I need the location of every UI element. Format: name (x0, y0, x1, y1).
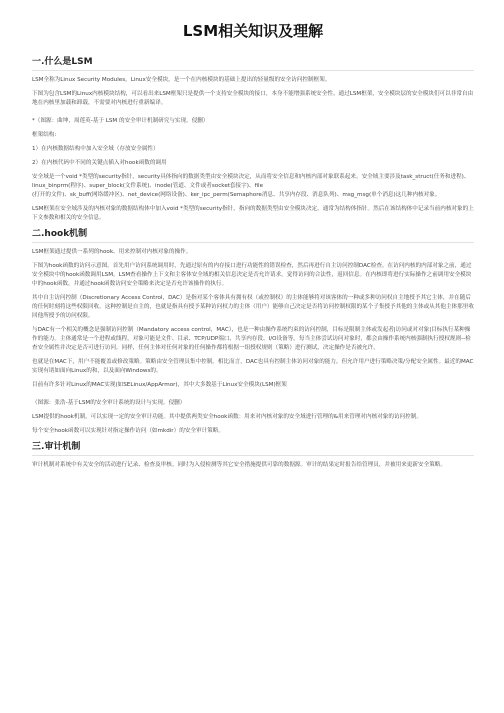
paragraph: 也就是在MAC下，用户不能覆盖或修改策略。策略由安全管理员集中控制。相比而言，DAC也具有控制主体访问对象的能力，但允许用户进行策略决策/分配安全属性。最近的MAC实现有诸如面向Linux的和，以及面向Windows的。 (32, 359, 474, 374)
section-heading-hook-mechanism: 二.hook机制 (32, 228, 474, 243)
paragraph: LSM全称为Linux Security Modules，Linux安全模块，是一个在内核模块的基础上提出的轻量级的安全访问控制框架。 (32, 77, 331, 83)
section-heading-what-is-lsm: 一.什么是LSM (32, 56, 474, 71)
paragraph: 下图为包含LSM的Linux内核模块结构，可以看出来LSM框架只是提供一个支持安全模块的接口，本身不能增强系统安全性。通过LSM框架，安全模块层的安全模块们可以非常自由地在内核里加载和卸载，不需要对内核进行重新编译。 (32, 91, 474, 106)
image-caption: （图源：张浩-基于LSM的安全审计系统的设计与实现。侵删） (32, 400, 186, 406)
list-item: 2）在内核代码中不同的关键点插入对hook函数的调用 (32, 160, 167, 166)
paragraph: 其中自主访问控制（Discretionary Access Control，DAC）是指对某个客体具有拥有权（或控制权）的主体能够将对该客体的一种或多种访问权自主地授予其它主体，并在随后的任何时刻将这些权限回收。这种控制是自主的，也就是指具有授予某种访问权力的主体（用户）能够自己决定是否将访问控制权限的某个子集授予其他的主体或从其他主体那里收回他所授予的访问权限。 (32, 295, 474, 319)
paragraph: LSM提供的hook机制，可以实现一定的安全审计功能。其中提供两类安全hook函数：用来对内核对象的安全域进行管理的&用来管理对内核对象的访问控制。 (32, 414, 422, 420)
paragraph: 每个安全hook函数可以实现针对指定操作访问（如mkdir）的安全审计策略。 (32, 428, 224, 434)
paragraph: 目前有许多针对Linux的MAC实现(如SELinux/AppArmor)，其中大多数基于Linux安全模块(LSM)框架 (32, 382, 287, 388)
paragraph: LSM框架通过提供一系列的hook、用来控制对内核对象的操作。 (32, 249, 192, 255)
document-title: LSM相关知识及理解 (182, 22, 324, 40)
paragraph: 框架结构: (32, 132, 57, 138)
paragraph: 下图为hook函数的访问示意图。首先用户访问系统调用时，先通过原有的内存接口进行功能性的错误检查，然后再进行自主访问控制DAC检查。在访问内核的内部对象之前，通过安全模块中的hook函数调用LSM。LSM查看操作上下文和主客体安全域的相关信息决定是否允许请求，觉得访问的合法性，返回信息。在内核即将进行实际操作之前调用安全模块中的hook函数，并通过hook函数访问安全策略来决定是否允许该操作的执行。 (32, 263, 472, 287)
paragraph: 审计机制对系统中有关安全的活动进行记录、检查及审核。同时为入侵检测等其它安全措施提供可靠的数据源。审计的结果定时报告给管理员，并被用来更新安全策略。 (32, 462, 446, 468)
list-item: 1）在内核数据结构中加入安全域（存放安全属性） (32, 146, 159, 152)
paragraph: 安全域是一个void *类型的security指针，security具体指向的数据类型由安全模块决定，从而将安全信息和内核内部对象联系起来。安全域主要涉及task_struct(任务和进程)、linux_binprm(程序)、super_block(文件系统)、inode(管道、文件或者socket套接字)、file (打开的文件)、sk_buff(网络缓冲区)、net_device(网络设备)、ker_ipc_perm(Semaphore消息、共享内存段、消息队列)、msg_msg(单个消息)这几种内核对象。 (32, 174, 470, 198)
image-caption: *（图源：曲坤，周莲英-基于 LSM 的安全审计机制研究与实现。侵删） (32, 118, 209, 124)
paragraph: 与DAC有一个相关的概念是强制访问控制（Mandatory access control，MAC），也是一种由操作系统约束的访问控制，目标是限制主体或发起者|访问或对对象|目标执行某种操作的能力。主体通常是一个进程或线程，对象可能是文件、目录、TCP/UDP端口、共享内存段、I/O设备等。每当主体尝试访问对象时，都会由操作系统内核强制执行授权规则--检查安全属性并决定是否可进行访问。同样，任何主体对任何对象的任何操作都将根据一组授权规则（策略）进行测试，决定操作是否被允许。 (32, 327, 471, 351)
paragraph: LSM框架在安全域涉及的内核对象的数据结构体中加入void *类型的security指针，指向的数据类型由安全模块决定，通常为结构体指针。然后在该结构体中记录当前内核对象的上下文参数和相关的安全信息。 (32, 206, 474, 221)
section-heading-audit-mechanism: 三.审计机制 (32, 441, 474, 456)
